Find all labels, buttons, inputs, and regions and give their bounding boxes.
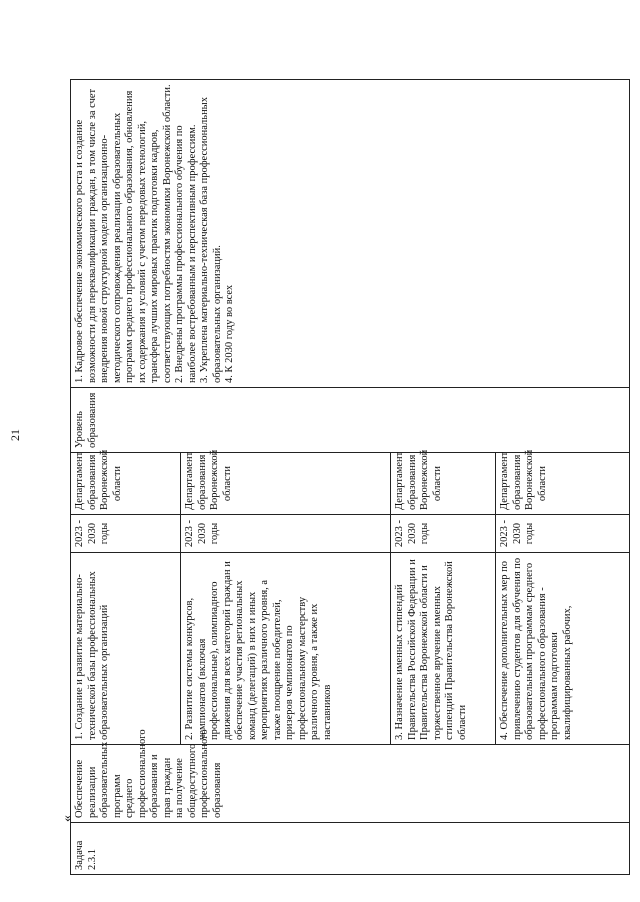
- event-cell: 2. Развитие системы конкурсов, чемпионатов (включая профессиональные), олимпиадного движения для всех категорий граждан и обеспечение участия региональных команд (делегаций) в них и иных мероприятиях различного уровня, а также поощрение победителей, призеров чемпионатов по профессиональному мастерству различного уровня, а также их наставников: [181, 553, 391, 745]
- table-row: [71, 80, 181, 875]
- rotated-table-container: [70, 80, 630, 875]
- period-cell: 2023 - 2030 годы: [496, 515, 630, 553]
- responsible-cell: Департамент образования Воронежской области: [71, 453, 181, 515]
- result-cell: 1. Кадровое обеспечение экономического роста и создание возможности для переквалификации граждан, в том числе за счет внедрения новой структурной модели организационно-методического сопровождения реализации образовательных программ среднего профессионального образования, обновления их содержания и условий с учетом передовых технологий, трансфера лучших мировых практик подготовки кадров, соответствующих потребностям экономики Воронежской области. 2. Внедрены программы профессионального обучения по наиболее востребованным и перспективным профессиям. 3. Укреплена материально-техническая база профессиональных образовательных организаций. 4. К 2030 году во всех: [71, 80, 630, 388]
- responsible-cell: Департамент образования Воронежской области: [496, 453, 630, 515]
- goal-cell: Обеспечение реализации образовательных программ среднего профессионального образования и прав граждан на получение общедоступного профессионального образования: [71, 745, 630, 823]
- program-table: [70, 79, 630, 875]
- period-cell: 2023 - 2030 годы: [391, 515, 496, 553]
- page-number: 21: [8, 429, 22, 441]
- indicator-cell: Уровень образования: [71, 388, 630, 453]
- event-cell: 4. Обеспечение дополнительных мер по привлечению студентов для обучения по образовательным программам среднего профессионального образования - программам подготовки квалифицированных рабочих,: [496, 553, 630, 745]
- event-cell: 3. Назначение именных стипендий Правительства Российской Федерации и Правительства Воронежской области и торжественное вручение именных стипендий Правительства Воронежской области: [391, 553, 496, 745]
- responsible-cell: Департамент образования Воронежской области: [391, 453, 496, 515]
- period-cell: 2023 - 2030 годы: [181, 515, 391, 553]
- task-id-cell: Задача 2.3.1: [71, 823, 630, 875]
- quote-mark: «: [60, 815, 75, 822]
- event-cell: 1. Создание и развитие материально-технической базы профессиональных образовательных организаций: [71, 553, 181, 745]
- responsible-cell: Департамент образования Воронежской области: [181, 453, 391, 515]
- period-cell: 2023 - 2030 годы: [71, 515, 181, 553]
